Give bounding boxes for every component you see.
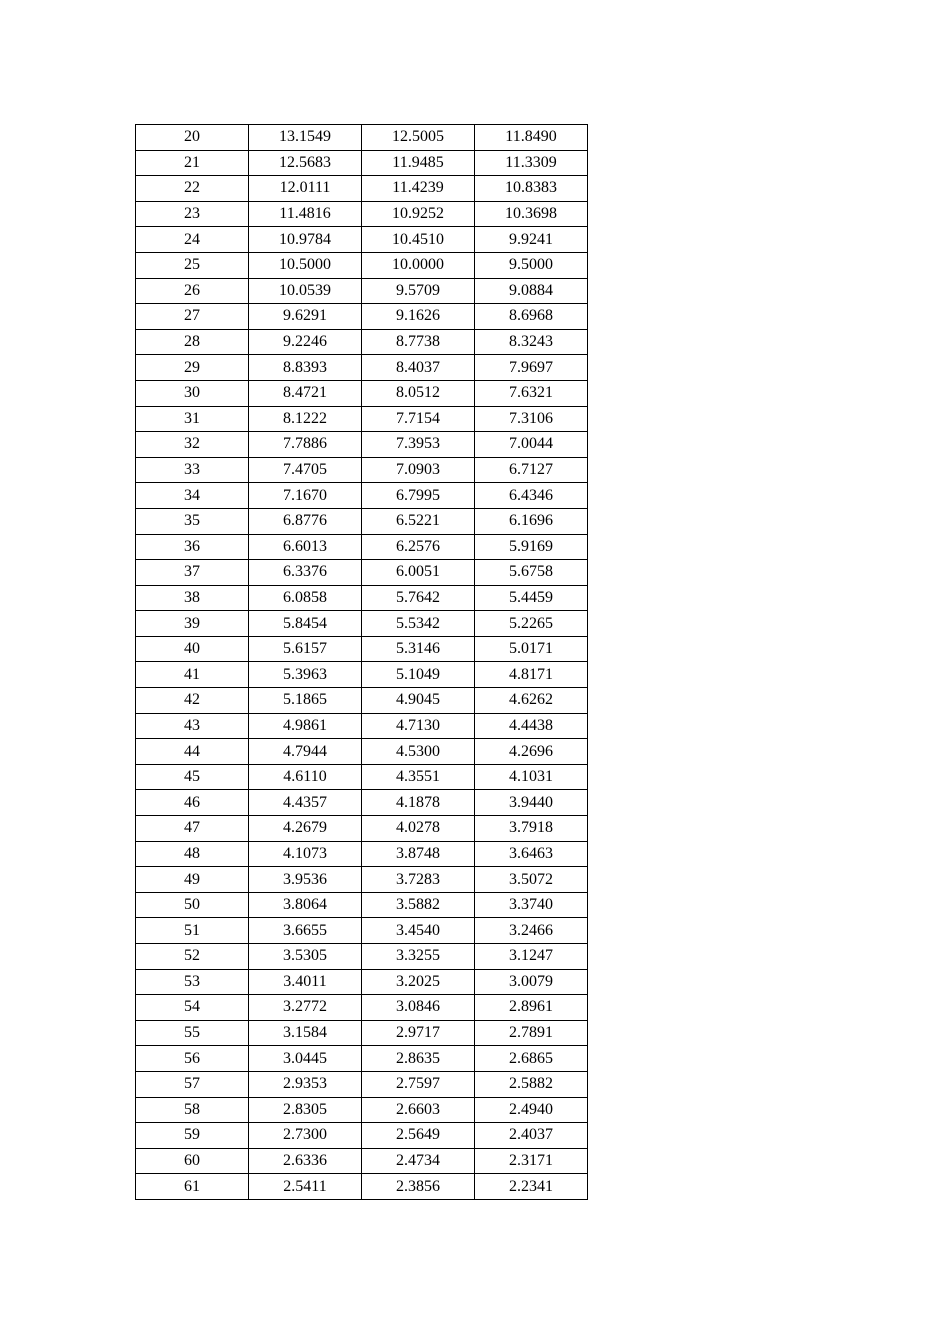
value-cell-1: 2.7300 [249, 1123, 362, 1149]
value-cell-3: 5.0171 [475, 636, 588, 662]
row-index-cell: 27 [136, 304, 249, 330]
row-index-cell: 41 [136, 662, 249, 688]
table-row [136, 252, 588, 278]
value-cell-1: 2.8305 [249, 1097, 362, 1123]
value-cell-3: 7.3106 [475, 406, 588, 432]
value-cell-1: 7.7886 [249, 432, 362, 458]
value-cell-2: 7.0903 [362, 457, 475, 483]
value-cell-2: 5.1049 [362, 662, 475, 688]
table-row [136, 816, 588, 842]
table-row [136, 713, 588, 739]
value-cell-1: 10.0539 [249, 278, 362, 304]
value-cell-3: 11.3309 [475, 150, 588, 176]
table-row [136, 227, 588, 253]
row-index-cell: 43 [136, 713, 249, 739]
value-cell-1: 6.3376 [249, 560, 362, 586]
table-row [136, 534, 588, 560]
value-cell-1: 3.4011 [249, 969, 362, 995]
value-cell-1: 6.8776 [249, 508, 362, 534]
table-row [136, 1097, 588, 1123]
value-cell-2: 10.9252 [362, 201, 475, 227]
row-index-cell: 61 [136, 1174, 249, 1200]
value-cell-3: 4.6262 [475, 688, 588, 714]
value-cell-1: 7.4705 [249, 457, 362, 483]
table-row [136, 918, 588, 944]
row-index-cell: 46 [136, 790, 249, 816]
value-cell-2: 6.7995 [362, 483, 475, 509]
table-row [136, 688, 588, 714]
table-row [136, 764, 588, 790]
row-index-cell: 33 [136, 457, 249, 483]
table-row [136, 355, 588, 381]
table-row [136, 304, 588, 330]
value-cell-2: 4.3551 [362, 764, 475, 790]
value-cell-3: 3.5072 [475, 867, 588, 893]
value-cell-1: 10.9784 [249, 227, 362, 253]
row-index-cell: 60 [136, 1148, 249, 1174]
value-cell-2: 11.4239 [362, 176, 475, 202]
value-cell-3: 2.7891 [475, 1020, 588, 1046]
row-index-cell: 44 [136, 739, 249, 765]
value-cell-2: 9.1626 [362, 304, 475, 330]
value-cell-3: 2.8961 [475, 995, 588, 1021]
value-cell-2: 8.0512 [362, 380, 475, 406]
table-row [136, 636, 588, 662]
value-cell-1: 4.1073 [249, 841, 362, 867]
table-row [136, 1020, 588, 1046]
value-cell-2: 4.7130 [362, 713, 475, 739]
value-cell-2: 4.0278 [362, 816, 475, 842]
value-cell-3: 2.3171 [475, 1148, 588, 1174]
table-row [136, 1148, 588, 1174]
value-cell-1: 6.6013 [249, 534, 362, 560]
value-cell-3: 5.9169 [475, 534, 588, 560]
data-table [135, 124, 588, 1200]
value-cell-3: 3.1247 [475, 944, 588, 970]
value-cell-2: 3.7283 [362, 867, 475, 893]
row-index-cell: 58 [136, 1097, 249, 1123]
table-row [136, 457, 588, 483]
table-row [136, 432, 588, 458]
row-index-cell: 48 [136, 841, 249, 867]
table-row [136, 790, 588, 816]
table-row [136, 560, 588, 586]
table-row [136, 892, 588, 918]
value-cell-3: 2.4037 [475, 1123, 588, 1149]
table-row [136, 1123, 588, 1149]
value-cell-1: 3.2772 [249, 995, 362, 1021]
table-body [136, 125, 588, 1200]
value-cell-3: 6.7127 [475, 457, 588, 483]
value-cell-3: 4.8171 [475, 662, 588, 688]
row-index-cell: 56 [136, 1046, 249, 1072]
value-cell-1: 9.6291 [249, 304, 362, 330]
value-cell-3: 3.3740 [475, 892, 588, 918]
value-cell-3: 5.2265 [475, 611, 588, 637]
value-cell-3: 4.1031 [475, 764, 588, 790]
value-cell-1: 4.9861 [249, 713, 362, 739]
value-cell-1: 9.2246 [249, 329, 362, 355]
value-cell-3: 2.6865 [475, 1046, 588, 1072]
value-cell-1: 3.8064 [249, 892, 362, 918]
value-cell-3: 7.0044 [475, 432, 588, 458]
row-index-cell: 47 [136, 816, 249, 842]
value-cell-2: 2.5649 [362, 1123, 475, 1149]
value-cell-2: 8.4037 [362, 355, 475, 381]
value-cell-2: 8.7738 [362, 329, 475, 355]
value-cell-3: 3.6463 [475, 841, 588, 867]
row-index-cell: 54 [136, 995, 249, 1021]
value-cell-1: 3.5305 [249, 944, 362, 970]
value-cell-2: 5.5342 [362, 611, 475, 637]
table-row [136, 944, 588, 970]
row-index-cell: 22 [136, 176, 249, 202]
value-cell-1: 4.2679 [249, 816, 362, 842]
table-row [136, 150, 588, 176]
value-cell-1: 5.6157 [249, 636, 362, 662]
row-index-cell: 49 [136, 867, 249, 893]
value-cell-2: 6.2576 [362, 534, 475, 560]
row-index-cell: 23 [136, 201, 249, 227]
value-cell-3: 10.3698 [475, 201, 588, 227]
table-row [136, 1046, 588, 1072]
row-index-cell: 31 [136, 406, 249, 432]
row-index-cell: 55 [136, 1020, 249, 1046]
table-row [136, 1174, 588, 1200]
value-cell-2: 3.2025 [362, 969, 475, 995]
value-cell-3: 7.9697 [475, 355, 588, 381]
row-index-cell: 59 [136, 1123, 249, 1149]
row-index-cell: 29 [136, 355, 249, 381]
value-cell-3: 10.8383 [475, 176, 588, 202]
table-row [136, 995, 588, 1021]
table-row [136, 662, 588, 688]
value-cell-1: 5.8454 [249, 611, 362, 637]
row-index-cell: 24 [136, 227, 249, 253]
value-cell-2: 4.1878 [362, 790, 475, 816]
value-cell-2: 3.5882 [362, 892, 475, 918]
value-cell-2: 3.4540 [362, 918, 475, 944]
value-cell-1: 3.6655 [249, 918, 362, 944]
row-index-cell: 26 [136, 278, 249, 304]
value-cell-3: 4.4438 [475, 713, 588, 739]
row-index-cell: 39 [136, 611, 249, 637]
value-cell-2: 2.9717 [362, 1020, 475, 1046]
value-cell-1: 13.1549 [249, 125, 362, 151]
value-cell-2: 10.0000 [362, 252, 475, 278]
value-cell-1: 3.0445 [249, 1046, 362, 1072]
table-row [136, 278, 588, 304]
value-cell-1: 2.6336 [249, 1148, 362, 1174]
value-cell-3: 8.3243 [475, 329, 588, 355]
value-cell-3: 2.2341 [475, 1174, 588, 1200]
row-index-cell: 40 [136, 636, 249, 662]
value-cell-2: 3.8748 [362, 841, 475, 867]
table-row [136, 176, 588, 202]
row-index-cell: 34 [136, 483, 249, 509]
value-cell-2: 6.5221 [362, 508, 475, 534]
table-row [136, 483, 588, 509]
value-cell-3: 3.9440 [475, 790, 588, 816]
row-index-cell: 51 [136, 918, 249, 944]
value-cell-2: 2.7597 [362, 1071, 475, 1097]
value-cell-2: 2.6603 [362, 1097, 475, 1123]
table-row [136, 969, 588, 995]
value-cell-2: 4.9045 [362, 688, 475, 714]
value-cell-2: 3.0846 [362, 995, 475, 1021]
value-cell-1: 12.0111 [249, 176, 362, 202]
row-index-cell: 32 [136, 432, 249, 458]
value-cell-3: 3.2466 [475, 918, 588, 944]
row-index-cell: 37 [136, 560, 249, 586]
row-index-cell: 52 [136, 944, 249, 970]
row-index-cell: 53 [136, 969, 249, 995]
value-cell-1: 4.7944 [249, 739, 362, 765]
value-cell-1: 2.5411 [249, 1174, 362, 1200]
table-row [136, 739, 588, 765]
table-row [136, 125, 588, 151]
value-cell-3: 9.9241 [475, 227, 588, 253]
table-row [136, 329, 588, 355]
value-cell-3: 5.4459 [475, 585, 588, 611]
value-cell-1: 5.1865 [249, 688, 362, 714]
value-cell-1: 2.9353 [249, 1071, 362, 1097]
value-cell-2: 10.4510 [362, 227, 475, 253]
value-cell-3: 9.0884 [475, 278, 588, 304]
value-cell-1: 4.6110 [249, 764, 362, 790]
value-cell-3: 9.5000 [475, 252, 588, 278]
value-cell-3: 2.4940 [475, 1097, 588, 1123]
row-index-cell: 25 [136, 252, 249, 278]
table-row [136, 585, 588, 611]
value-cell-1: 8.1222 [249, 406, 362, 432]
table-row [136, 1071, 588, 1097]
value-cell-1: 7.1670 [249, 483, 362, 509]
table-row [136, 406, 588, 432]
value-cell-2: 3.3255 [362, 944, 475, 970]
value-cell-3: 6.4346 [475, 483, 588, 509]
value-cell-3: 3.7918 [475, 816, 588, 842]
row-index-cell: 42 [136, 688, 249, 714]
value-cell-2: 6.0051 [362, 560, 475, 586]
value-cell-1: 8.4721 [249, 380, 362, 406]
value-cell-1: 8.8393 [249, 355, 362, 381]
value-cell-1: 3.9536 [249, 867, 362, 893]
value-cell-3: 2.5882 [475, 1071, 588, 1097]
row-index-cell: 38 [136, 585, 249, 611]
value-cell-2: 7.7154 [362, 406, 475, 432]
value-cell-2: 5.3146 [362, 636, 475, 662]
row-index-cell: 35 [136, 508, 249, 534]
row-index-cell: 50 [136, 892, 249, 918]
value-cell-2: 12.5005 [362, 125, 475, 151]
row-index-cell: 28 [136, 329, 249, 355]
value-cell-2: 9.5709 [362, 278, 475, 304]
table-row [136, 508, 588, 534]
value-cell-3: 5.6758 [475, 560, 588, 586]
table-row [136, 841, 588, 867]
table-row [136, 201, 588, 227]
value-cell-2: 5.7642 [362, 585, 475, 611]
table-row [136, 611, 588, 637]
value-cell-1: 10.5000 [249, 252, 362, 278]
value-cell-3: 6.1696 [475, 508, 588, 534]
row-index-cell: 57 [136, 1071, 249, 1097]
value-cell-2: 11.9485 [362, 150, 475, 176]
value-cell-2: 2.4734 [362, 1148, 475, 1174]
row-index-cell: 45 [136, 764, 249, 790]
row-index-cell: 36 [136, 534, 249, 560]
value-cell-3: 8.6968 [475, 304, 588, 330]
value-cell-1: 3.1584 [249, 1020, 362, 1046]
table-row [136, 867, 588, 893]
table-row [136, 380, 588, 406]
value-cell-2: 2.3856 [362, 1174, 475, 1200]
value-cell-2: 2.8635 [362, 1046, 475, 1072]
value-cell-2: 4.5300 [362, 739, 475, 765]
row-index-cell: 30 [136, 380, 249, 406]
value-cell-3: 3.0079 [475, 969, 588, 995]
row-index-cell: 21 [136, 150, 249, 176]
value-cell-3: 7.6321 [475, 380, 588, 406]
value-cell-1: 12.5683 [249, 150, 362, 176]
value-cell-1: 5.3963 [249, 662, 362, 688]
value-cell-3: 11.8490 [475, 125, 588, 151]
value-cell-1: 11.4816 [249, 201, 362, 227]
value-cell-1: 6.0858 [249, 585, 362, 611]
value-cell-1: 4.4357 [249, 790, 362, 816]
value-cell-3: 4.2696 [475, 739, 588, 765]
value-cell-2: 7.3953 [362, 432, 475, 458]
row-index-cell: 20 [136, 125, 249, 151]
